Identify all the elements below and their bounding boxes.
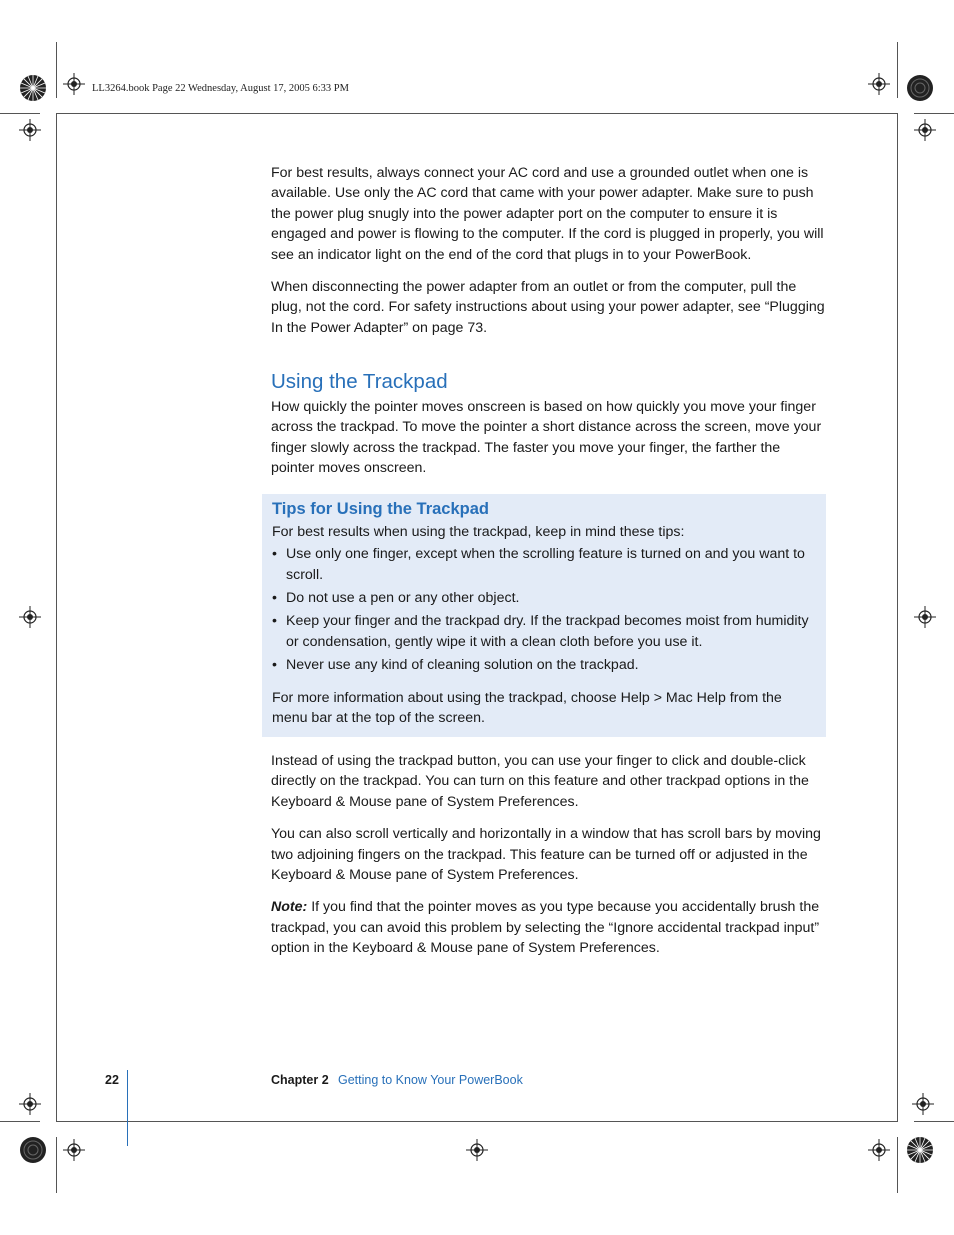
registration-mark-icon [19, 1093, 41, 1115]
intro-paragraph: For best results, always connect your AC cord and use a grounded outlet when one is available. Use only the AC cord that came with your power adapter. Make sure to push the power plug snugly into the power adapter port on the computer to ensure it is engaged and power is flowing to the computer. If the cord is plugged in properly, you will see an indicator light on the end of the cord that plugs in to your PowerBook. [271, 165, 824, 263]
tips-box [262, 494, 826, 737]
after-section [271, 751, 825, 959]
registration-mark-icon [914, 606, 936, 628]
list-item [272, 655, 817, 676]
note-paragraph [271, 897, 825, 958]
crop-mark [0, 113, 40, 114]
section-paragraph: How quickly the pointer moves onscreen is based on how quickly you move your finger across the trackpad. To move the pointer a short distance across the screen, move your finger slowly across the trackpad. The faster you move your finger, the farther the pointer moves onscreen. [271, 399, 822, 477]
list-item [272, 611, 817, 653]
list-item-text: Use only one finger, except when the scrolling feature is turned on and you want to scroll. [286, 546, 805, 583]
note-text: If you find that the pointer moves as you type because you accidentally brush the trackpad, you can avoid this problem by selecting the “Ignore accidental trackpad input” option in the Keyboard & Mouse pane of System Preferences. [271, 899, 820, 957]
list-item [272, 588, 817, 609]
registration-mark-icon [466, 1139, 488, 1161]
list-item-text: Keep your finger and the trackpad dry. If the trackpad becomes moist from humidity or condensation, gently wipe it with a clean cloth before you use it. [286, 613, 809, 650]
list-item-text: Never use any kind of cleaning solution on the trackpad. [286, 657, 639, 673]
intro-section [271, 163, 825, 338]
page-number: 22 [105, 1073, 119, 1087]
list-item-text: Do not use a pen or any other object. [286, 590, 520, 606]
intro-paragraph: When disconnecting the power adapter from an outlet or from the computer, pull the plug, not the cord. For safety instructions about using your power adapter, see “Plugging In the Power Adapter” on page 73. [271, 279, 825, 336]
starburst-registration-icon [906, 74, 934, 102]
crop-mark [897, 42, 898, 98]
registration-mark-icon [868, 73, 890, 95]
crop-mark [56, 1137, 57, 1193]
starburst-registration-icon [19, 74, 47, 102]
bullet: • [272, 657, 277, 673]
starburst-registration-icon [906, 1136, 934, 1164]
bullet: • [272, 613, 277, 629]
tips-title: Tips for Using the Trackpad [272, 500, 489, 518]
note-label: Note: [271, 899, 308, 916]
footer-chapter-title: Getting to Know Your PowerBook [338, 1073, 523, 1087]
footer-chapter: Chapter 2 [271, 1073, 329, 1087]
tips-more-info: For more information about using the trackpad, choose Help > Mac Help from the menu bar at the top of the screen. [272, 690, 782, 727]
crop-mark [56, 42, 57, 98]
crop-mark [0, 1121, 40, 1122]
trim-line-bottom [56, 1121, 898, 1122]
body-paragraph: Instead of using the trackpad button, you can use your finger to click and double-click directly on the trackpad. You can turn on this feature and other trackpad options in the Keyboard & Mouse pane of System Preferences. [271, 753, 809, 810]
bullet: • [272, 546, 277, 562]
tips-list [272, 544, 817, 678]
crop-mark [914, 1121, 954, 1122]
list-item [272, 544, 817, 586]
registration-mark-icon [868, 1139, 890, 1161]
trim-line-left [56, 113, 57, 1121]
registration-mark-icon [19, 606, 41, 628]
starburst-registration-icon [19, 1136, 47, 1164]
crop-mark [914, 113, 954, 114]
section-heading: Using the Trackpad [271, 370, 448, 393]
crop-mark [897, 1137, 898, 1193]
bullet: • [272, 590, 277, 606]
body-paragraph: You can also scroll vertically and horizontally in a window that has scroll bars by moving two adjoining fingers on the trackpad. This feature can be turned off or adjusted in the Keyboard & Mouse pane of System Preferences. [271, 826, 821, 884]
footer-divider [127, 1070, 128, 1146]
registration-mark-icon [914, 119, 936, 141]
section-body [271, 397, 825, 479]
registration-mark-icon [63, 1139, 85, 1161]
trim-line-top [56, 113, 898, 114]
registration-mark-icon [19, 119, 41, 141]
trim-line-right [897, 113, 898, 1121]
tips-intro: For best results when using the trackpad, keep in mind these tips: [272, 524, 685, 540]
registration-mark-icon [63, 73, 85, 95]
book-file-info: LL3264.book Page 22 Wednesday, August 17, 2005 6:33 PM [92, 83, 349, 94]
registration-mark-icon [912, 1093, 934, 1115]
